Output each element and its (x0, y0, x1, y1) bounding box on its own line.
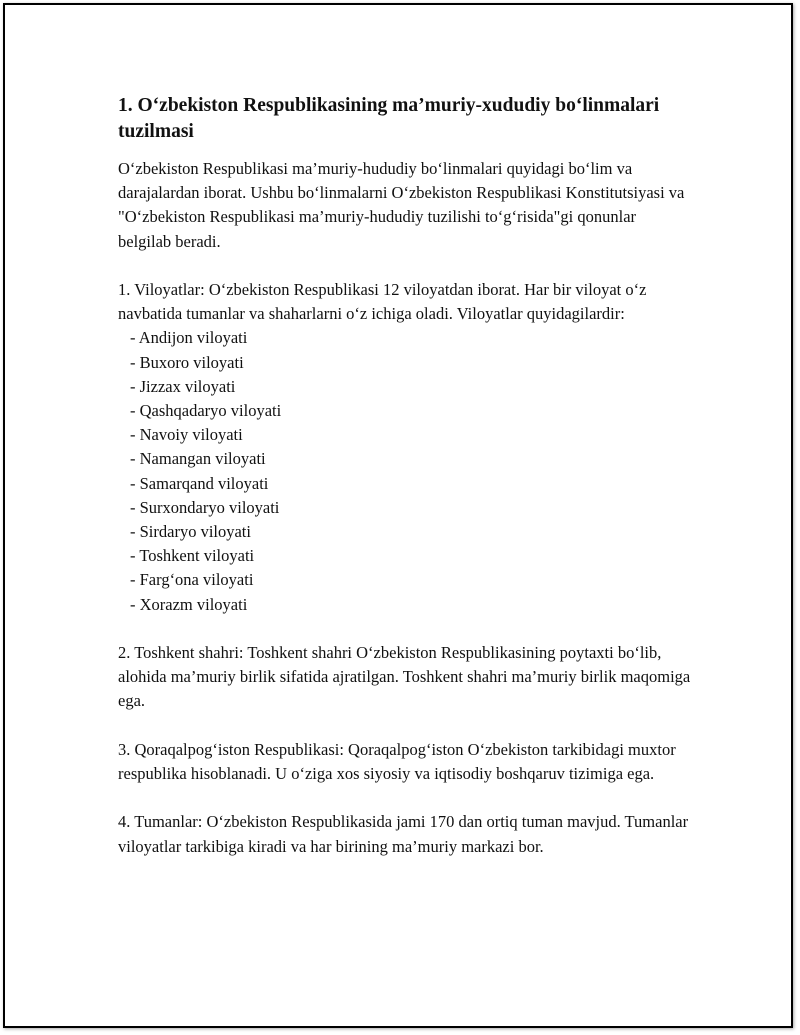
list-item: - Farg‘ona viloyati (130, 570, 254, 590)
document-title: 1. O‘zbekiston Respublikasining ma’muriy-xududiy bo‘linmalari tuzilmasi (118, 95, 660, 142)
list-item: - Andijon viloyati (130, 328, 248, 348)
regions-list (118, 326, 693, 616)
section-districts: 4. Tumanlar: O‘zbekiston Respublikasida jami 170 dan ortiq tuman mavjud. Tumanlar viloyatlar tarkibiga kiradi va har birining ma’muriy markazi bor. (118, 812, 689, 856)
list-item: - Sirdaryo viloyati (130, 522, 251, 542)
list-item: - Qashqadaryo viloyati (130, 401, 282, 421)
list-item: - Xorazm viloyati (130, 594, 248, 614)
list-item: - Samarqand viloyati (130, 473, 269, 493)
list-item: - Jizzax viloyati (130, 376, 236, 396)
paragraph-spacer (118, 254, 693, 278)
section-tashkent-city: 2. Toshkent shahri: Toshkent shahri O‘zbekiston Respublikasining poytaxti bo‘lib, alohida ma’muriy birlik sifatida ajratilgan. Toshkent shahri ma’muriy birlik maqomiga ega. (118, 643, 691, 711)
list-item: - Buxoro viloyati (130, 352, 244, 372)
list-item: - Surxondaryo viloyati (130, 497, 280, 517)
list-item: - Namangan viloyati (130, 449, 266, 469)
document-body (118, 93, 693, 859)
section-karakalpakstan: 3. Qoraqalpog‘iston Respublikasi: Qoraqalpog‘iston O‘zbekiston tarkibidagi muxtor respublika hisoblanadi. U o‘ziga xos siyosiy va iqtisodiy boshqaruv tizimiga ega. (118, 739, 676, 784)
list-item: - Toshkent viloyati (130, 546, 255, 566)
paragraph-spacer (118, 786, 693, 810)
paragraph-spacer (118, 617, 693, 641)
list-item: - Navoiy viloyati (130, 425, 243, 445)
section-regions-text: 1. Viloyatlar: O‘zbekiston Respublikasi 12 viloyatdan iborat. Har bir viloyat o‘z navbatida tumanlar va shaharlarni o‘z ichiga oladi. Viloyatlar quyidagilardir: (118, 280, 647, 324)
intro-paragraph: O‘zbekiston Respublikasi ma’muriy-hududiy bo‘linmalari quyidagi bo‘lim va darajalardan iborat. Ushbu bo‘linmalarni O‘zbekiston Respublikasi Konstitutsiyasi va "O‘zbekiston Respublikasi ma’muriy-hududiy tuzilishi to‘g‘risida"gi qonunlar belgilab beradi. (118, 159, 685, 251)
paragraph-spacer (118, 714, 693, 738)
